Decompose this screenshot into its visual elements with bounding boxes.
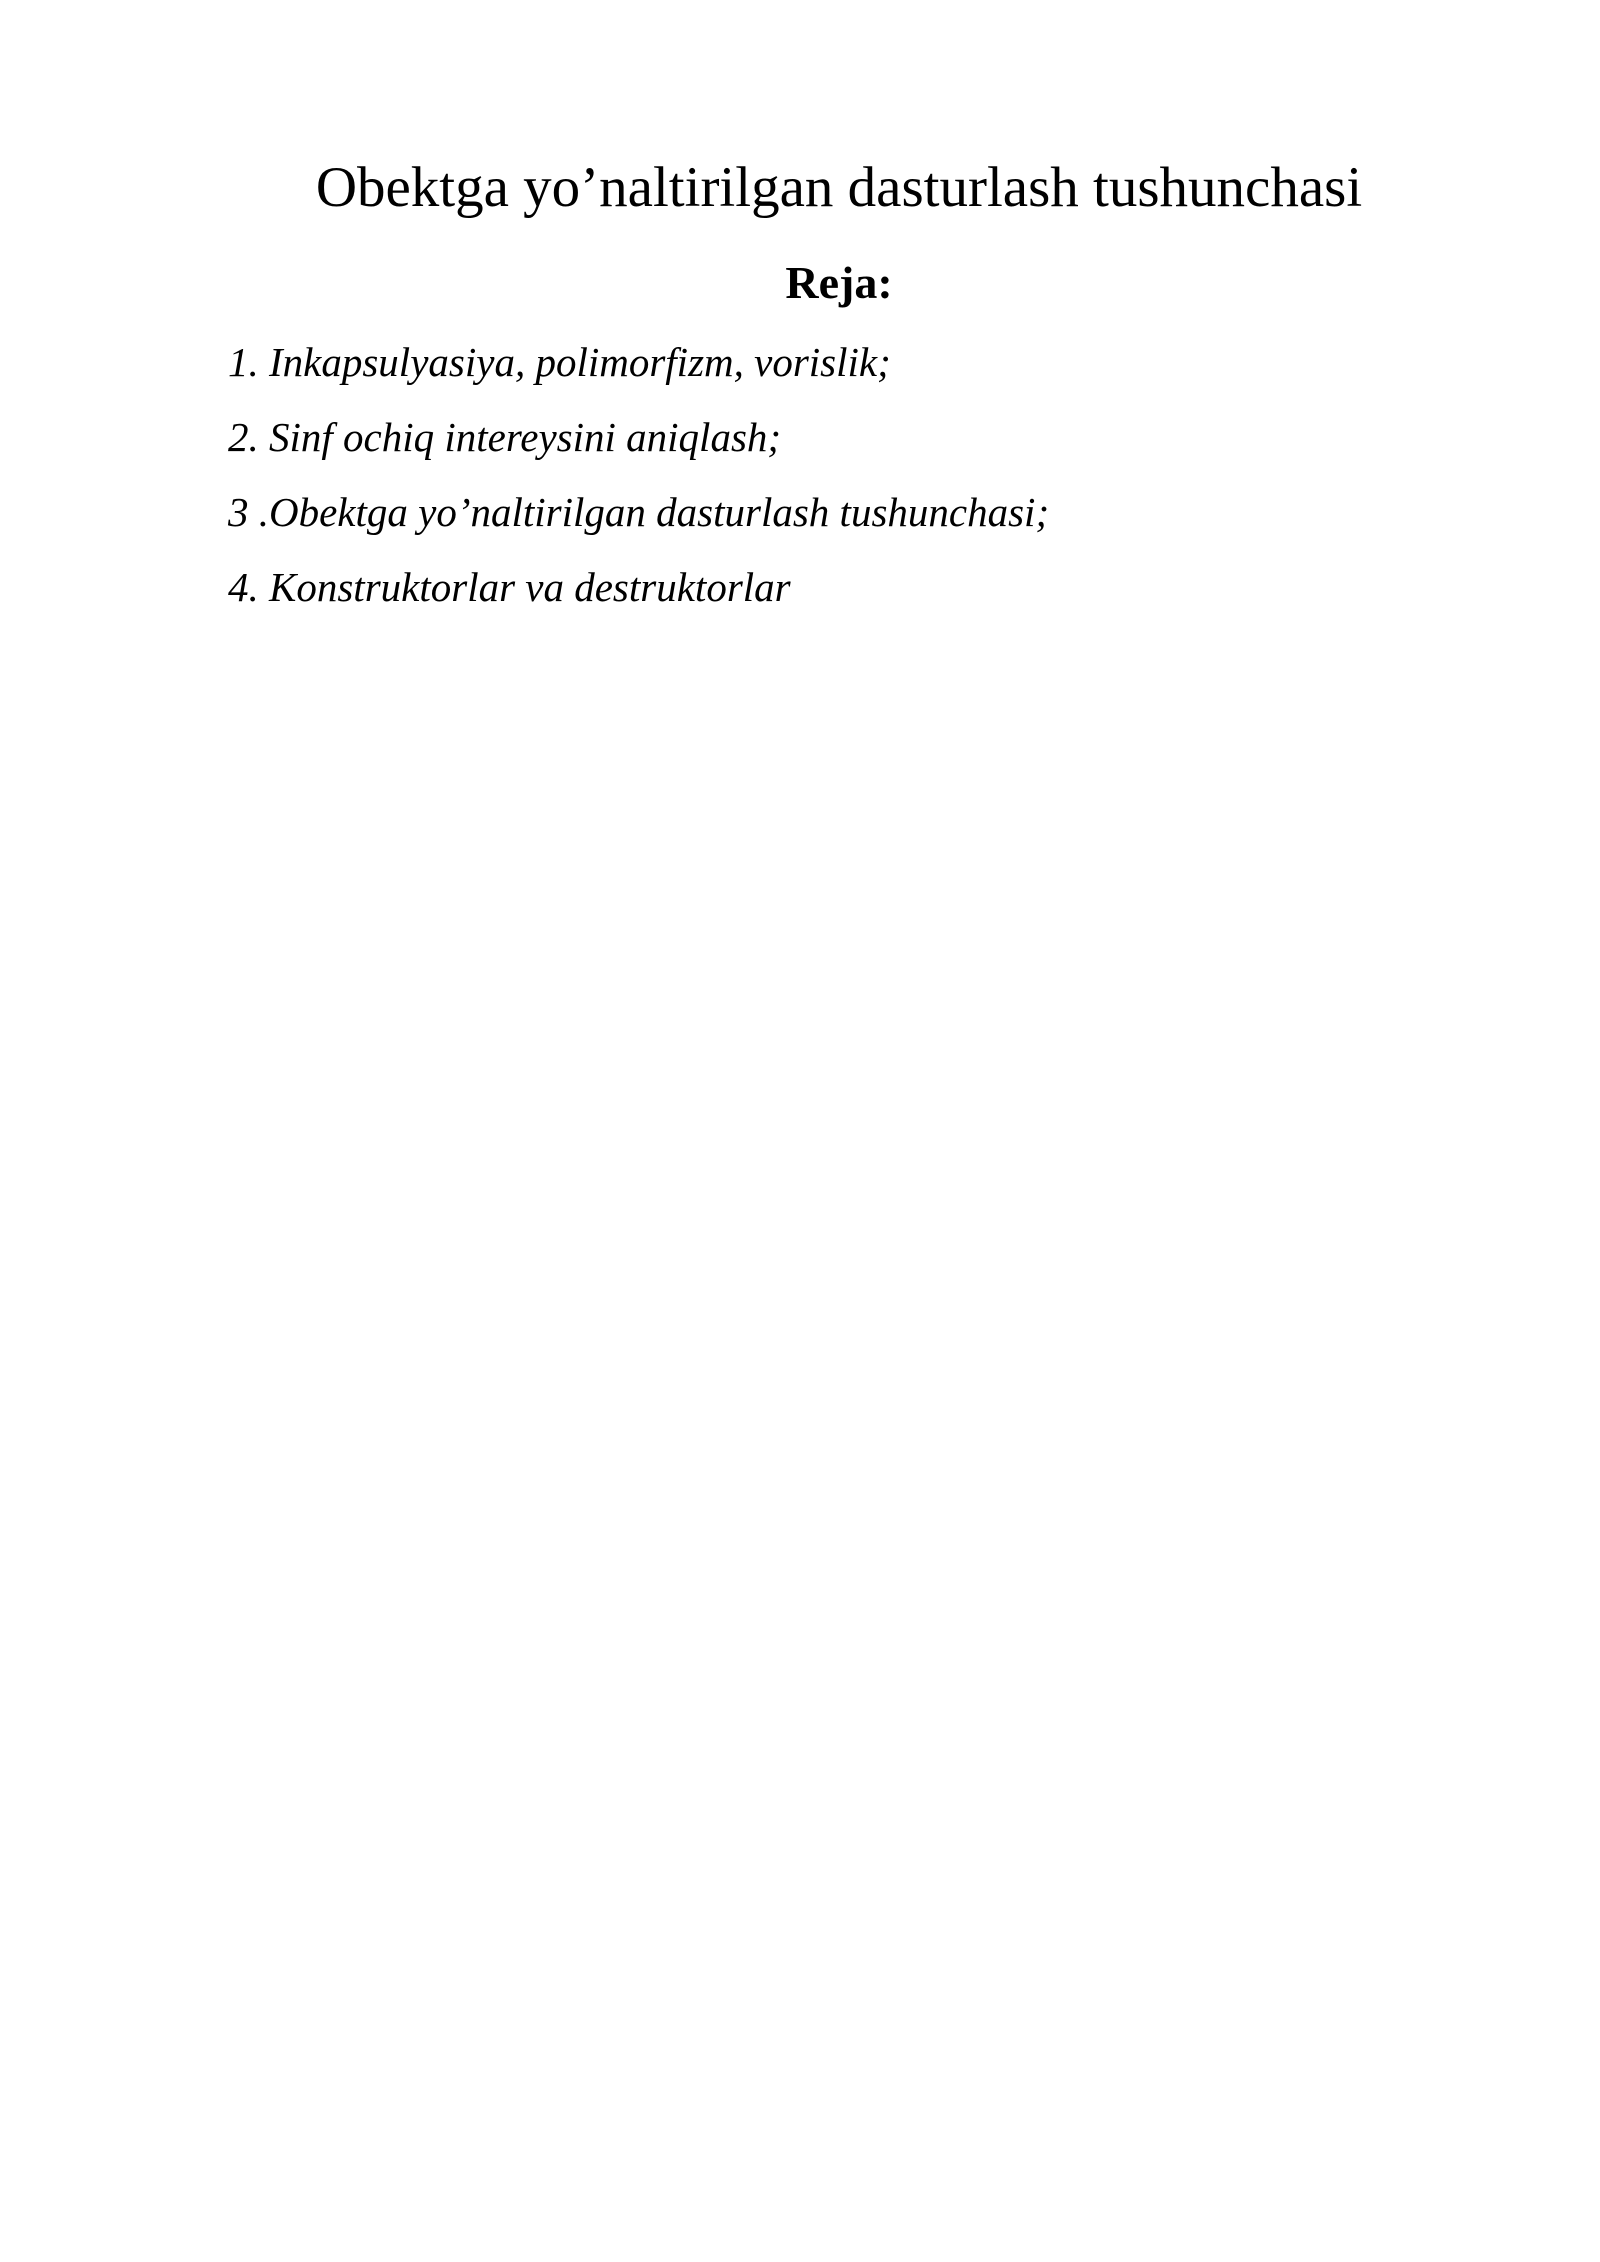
plan-heading: Reja: [785, 257, 893, 308]
plan-list [228, 334, 1049, 634]
plan-item: 1. Inkapsulyasiya, polimorfizm, vorislik; [228, 339, 891, 385]
plan-item: 3 .Obektga yo’naltirilgan dasturlash tushunchasi; [228, 489, 1050, 535]
plan-item: 4. Konstruktorlar va destruktorlar [228, 564, 791, 610]
plan-item: 2. Sinf ochiq intereysini aniqlash; [228, 414, 782, 460]
document-title: Obektga yo’naltirilgan dasturlash tushunchasi [315, 156, 1363, 219]
